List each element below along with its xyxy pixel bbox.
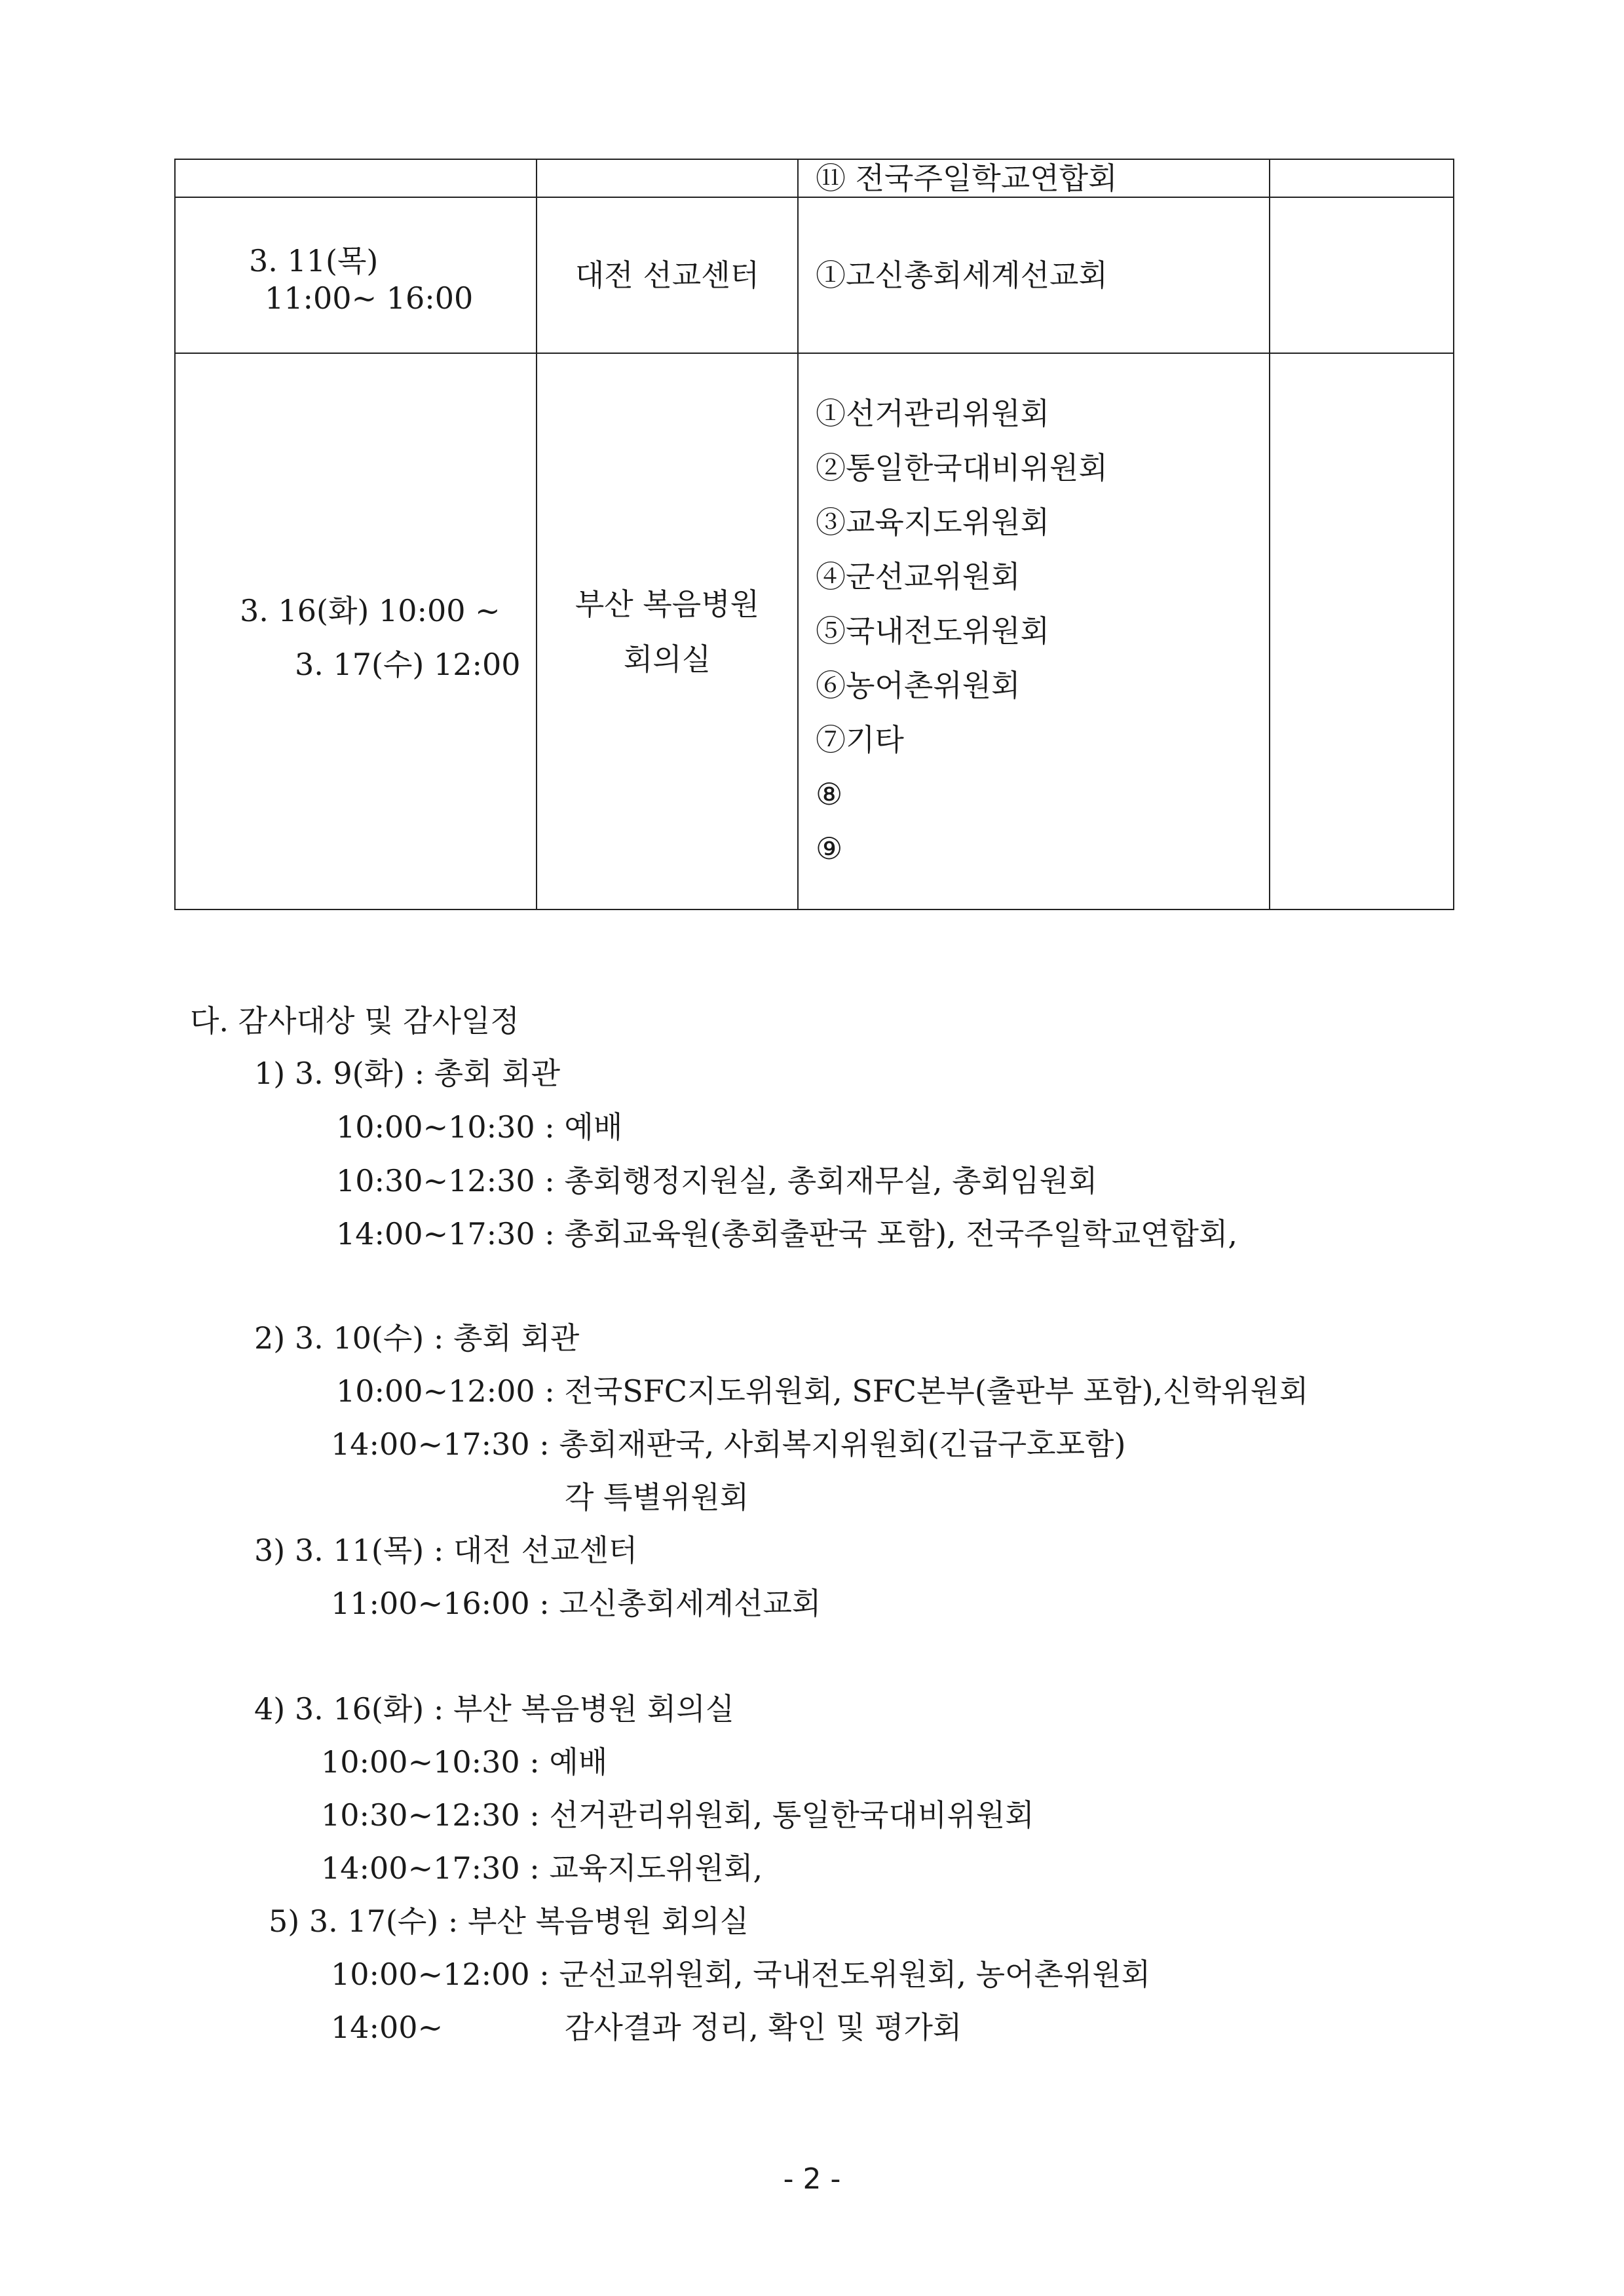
committee-item: ①고신총회세계선교회 xyxy=(816,257,1108,293)
committee-item: ⑤국내전도위원회 xyxy=(816,613,1050,649)
committee-item: ⑪ 전국주일학교연합회 xyxy=(816,161,1118,196)
schedule-line: 10:30~12:30 : 선거관리위원회, 통일한국대비위원회 xyxy=(321,1797,1034,1833)
table-cell xyxy=(1270,353,1454,909)
place-text: 대전 선교센터 xyxy=(575,258,760,293)
place-text: 회의실 xyxy=(623,641,711,677)
schedule-line: 14:00~17:30 : 총회교육원(총회출판국 포함), 전국주일학교연합회, xyxy=(336,1216,1237,1252)
committee-item: ⑧ xyxy=(816,776,843,812)
schedule-title: 5) 3. 17(수) : 부산 복음병원 회의실 xyxy=(269,1904,749,1939)
schedule-title: 1) 3. 9(화) : 총회 회관 xyxy=(254,1056,561,1091)
schedule-line: 14:00~17:30 : 교육지도위원회, xyxy=(321,1850,763,1886)
table-row xyxy=(175,353,1454,909)
table-cell xyxy=(537,159,798,197)
table-row xyxy=(175,197,1454,353)
committee-item: ⑥농어촌위원회 xyxy=(816,668,1021,703)
schedule-line: 10:00~12:00 : 군선교위원회, 국내전도위원회, 농어촌위원회 xyxy=(331,1957,1151,1992)
time-line: 11:00~ 16:00 xyxy=(265,280,474,316)
schedule-title: 2) 3. 10(수) : 총회 회관 xyxy=(254,1320,580,1356)
committee-item: ④군선교위원회 xyxy=(816,559,1021,594)
committee-item: ③교육지도위원회 xyxy=(816,505,1050,540)
table-cell xyxy=(798,159,1270,197)
committee-item: ①선거관리위원회 xyxy=(816,396,1050,431)
items-cell xyxy=(798,197,1270,353)
schedule-line: 10:00~10:30 : 예배 xyxy=(336,1109,623,1145)
committee-item: ⑨ xyxy=(816,831,843,866)
table-row xyxy=(175,159,1454,197)
schedule-line: 11:00~16:00 : 고신총회세계선교회 xyxy=(331,1586,821,1621)
schedule-line: 각 특별위원회 xyxy=(565,1480,749,1515)
place-text: 부산 복음병원 xyxy=(575,586,760,622)
table-cell xyxy=(1270,159,1454,197)
items-cell xyxy=(798,353,1270,909)
schedule-title: 3) 3. 11(목) : 대전 선교센터 xyxy=(254,1533,638,1568)
place-cell xyxy=(537,353,798,909)
page-number: - 2 - xyxy=(783,2162,841,2196)
committee-item: ⑦기타 xyxy=(816,722,904,757)
date-line: 3. 11(목) xyxy=(249,243,379,278)
schedule-time: 14:00~ xyxy=(331,2010,444,2045)
schedule-table xyxy=(174,159,1454,910)
date-line: 3. 16(화) 10:00 ~ xyxy=(240,593,500,628)
section-heading: 다. 감사대상 및 감사일정 xyxy=(190,1003,519,1039)
table-cell xyxy=(1270,197,1454,353)
table-cell xyxy=(175,159,537,197)
schedule-line: 14:00~17:30 : 총회재판국, 사회복지위원회(긴급구호포함) xyxy=(331,1426,1126,1462)
schedule-line: 10:00~12:00 : 전국SFC지도위원회, SFC본부(출판부 포함),신학위원회 xyxy=(336,1373,1309,1409)
committee-item: ②통일한국대비위원회 xyxy=(816,450,1108,486)
schedule-title: 4) 3. 16(화) : 부산 복음병원 회의실 xyxy=(254,1691,735,1727)
schedule-line: 감사결과 정리, 확인 및 평가회 xyxy=(565,2010,962,2045)
schedule-line: 10:00~10:30 : 예배 xyxy=(321,1744,608,1780)
schedule-line: 10:30~12:30 : 총회행정지원실, 총회재무실, 총회임원회 xyxy=(336,1163,1098,1198)
place-cell xyxy=(537,197,798,353)
date-cell xyxy=(175,197,537,353)
date-cell xyxy=(175,353,537,909)
date-line: 3. 17(수) 12:00 xyxy=(295,647,521,682)
